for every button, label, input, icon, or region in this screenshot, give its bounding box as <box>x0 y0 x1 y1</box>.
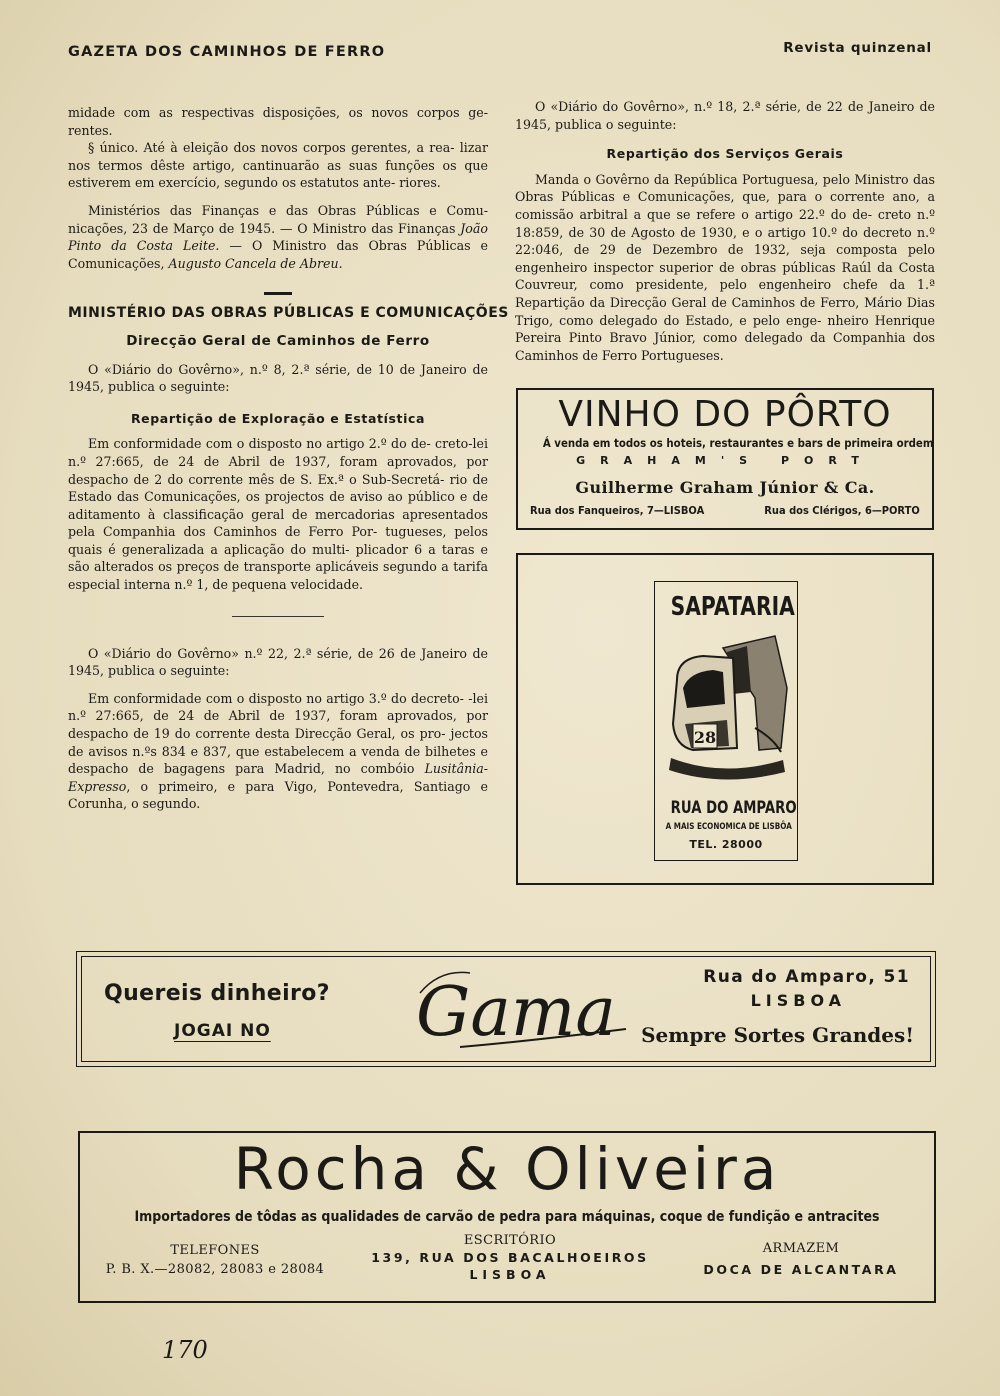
ministry-heading: MINISTÉRIO DAS OBRAS PÚBLICAS E COMUNICAÇÕES <box>68 305 509 322</box>
signatory-name: Augusto Cancela de Abreu. <box>168 255 343 271</box>
sapataria-panel <box>654 581 798 861</box>
ad-office <box>360 1233 660 1282</box>
advertisement-sapataria <box>516 553 934 885</box>
ad-brand: GRAHAM'S PORT <box>576 454 874 467</box>
signatory-name: João Pinto da Costa Leite. <box>68 220 488 254</box>
warehouse-address: DOCA DE ALCANTARA <box>703 1262 899 1277</box>
page-number: 170 <box>162 1336 208 1364</box>
gama-logo <box>400 963 632 1059</box>
gama-logo-text: Gama <box>416 973 616 1052</box>
right-column <box>515 98 935 364</box>
paragraph: Manda o Govêrno da República Portuguesa, pelo Ministro das Obras Públicas e Comunicações, que, para o corrente ano, a comissão arbitral a que se refere o artigo 22.º do de- creto n.º 18:859, de 30 de Agosto de 1930, e o artigo 10.º do decreto n.º 22:046, de 29 de Dezembro de 1932, seja composta pelo engenheiro inspector superior de obras públicas Raúl da Costa Couvreur, como presidente, pelo engenheiro chefe da 1.ª Repartição da Direcção Geral de Caminhos de Ferro, Mário Dias Trigo, como delegado do Estado, e pelo enge- nheiro Henrique Pereira Pinto Bravo Júnior, como delegado da Companhia dos Caminhos de Ferro Portugueses. <box>515 171 935 363</box>
ad-warehouse <box>670 1241 932 1277</box>
paragraph: Em conformidade com o disposto no artigo 2.º do de- creto-lei n.º 27:665, de 24 de Abril de 1937, foram aprovados, por despacho de 2 do corrente mês de S. Ex.ª o Sub-Secretá- rio de Estado das Comunicações, os projectos de aviso ao público e de aditamento à classificação geral de mercadorias apresentados pela Companhia dos Caminhos de Ferro Por- tugueses, pelos quais é generalizada a aplicação do multi- plicador 6 a taras e são alterados os preços de transporte aplicáveis segundo a tarifa especial interna n.º 1, de pequena velocidade. <box>68 436 488 593</box>
ad-address-porto: Rua dos Clérigos, 6—PORTO <box>764 504 920 517</box>
telephones-value: P. B. X.—28082, 28083 e 28084 <box>105 1262 325 1277</box>
running-head <box>68 40 932 68</box>
telephones-label: TELEFONES <box>170 1243 260 1258</box>
boot-illustration <box>663 628 791 788</box>
publication-subtitle: Revista quinzenal <box>783 40 932 56</box>
left-column <box>68 104 509 813</box>
ad-subtitle: Importadores de tôdas as qualidades de carvão de pedra para máquinas, coque de fundição e antracites <box>134 1209 880 1225</box>
ad-address-lisboa: Rua dos Fanqueiros, 7—LISBOA <box>530 504 705 517</box>
office-label: ESCRITÓRIO <box>463 1233 557 1248</box>
paragraph: § único. Até à eleição dos novos corpos gerentes, a rea- lizar nos termos dêste artigo, cantinuarão as suas funções os que estiverem em exercício, segundo os estatutos ante- riores. <box>68 140 488 191</box>
paragraph: O «Diário do Govêrno», n.º 18, 2.ª série, de 22 de Janeiro de 1945, publica o seguinte: <box>515 99 935 132</box>
ad-phone: TEL. 28000 <box>689 838 763 851</box>
ad-city: LISBOA <box>750 991 846 1010</box>
ad-subtitle: Á venda em todos os hoteis, restaurantes e bars de primeira ordem <box>542 436 934 450</box>
publication-title: GAZETA DOS CAMINHOS DE FERRO <box>68 44 386 60</box>
shop-number: 28 <box>693 728 717 747</box>
directorate-heading: Direcção Geral de Caminhos de Ferro <box>126 332 430 349</box>
ad-title: VINHO DO PÔRTO <box>558 394 892 435</box>
ad-question: Quereis dinheiro? <box>104 981 330 1006</box>
ad-call-to-action: JOGAI NO <box>174 1021 271 1041</box>
paragraph: O «Diário do Govêrno» n.º 22, 2.ª série, de 26 de Janeiro de 1945, publica o seguinte: <box>68 645 488 679</box>
paragraph: Em conformidade com o disposto no artigo 3.º do decreto- -lei n.º 27:665, de 24 de Abril de 1937, foram aprovados, por despacho de 19 do corrente desta Direcção Geral, os pro- jectos de avisos n.ºs 834 e 837, que estabelecem a venda de bilhetes e despacho de bagagens para Madrid, no combóio Lusitânia-Expresso, o primeiro, e para Vigo, Pontevedra, Santiago e Corunha, o segundo. <box>68 690 488 812</box>
ad-slogan: Sempre Sortes Grandes! <box>641 1023 914 1047</box>
ad-title: Rocha & Oliveira <box>233 1135 781 1203</box>
advertisement-gama-lottery <box>76 951 936 1067</box>
ad-title: SAPATARIA <box>670 592 795 622</box>
advertisement-rocha-oliveira <box>78 1131 936 1303</box>
ad-address: Rua do Amparo, 51 <box>703 967 910 987</box>
section-subheading: Repartição de Exploração e Estatística <box>130 410 426 426</box>
paragraph: O «Diário do Govêrno», n.º 8, 2.ª série, de 10 de Janeiro de 1945, publica o seguinte: <box>68 361 488 395</box>
warehouse-label: ARMAZEM <box>762 1241 840 1256</box>
section-divider <box>232 616 324 617</box>
office-city: LISBOA <box>469 1267 551 1282</box>
section-subheading: Repartição dos Serviços Gerais <box>606 146 844 162</box>
office-address: 139, RUA DOS BACALHOEIROS <box>371 1250 649 1265</box>
advertisement-vinho-do-porto <box>516 388 934 530</box>
ad-tagline: A MAIS ECONOMICA DE LISBÔA <box>665 822 792 832</box>
paragraph: midade com as respectivas disposições, os novos corpos ge- rentes. <box>68 105 488 138</box>
ad-street: RUA DO AMPARO <box>670 798 797 818</box>
ad-company: Guilherme Graham Júnior & Ca. <box>575 478 875 497</box>
signature-paragraph: Ministérios das Finanças e das Obras Públicas e Comu- nicações, 23 de Março de 1945. — O Ministro das Finanças João Pinto da Costa Leite. — O Ministro das Obras Públicas e Comunicações, Augusto Cancela de Abreu. <box>68 202 489 271</box>
section-divider <box>264 292 292 295</box>
ad-telephones <box>90 1243 340 1277</box>
ad-inner-frame <box>81 956 931 1062</box>
train-name: Lusitânia-Expresso <box>68 761 488 794</box>
